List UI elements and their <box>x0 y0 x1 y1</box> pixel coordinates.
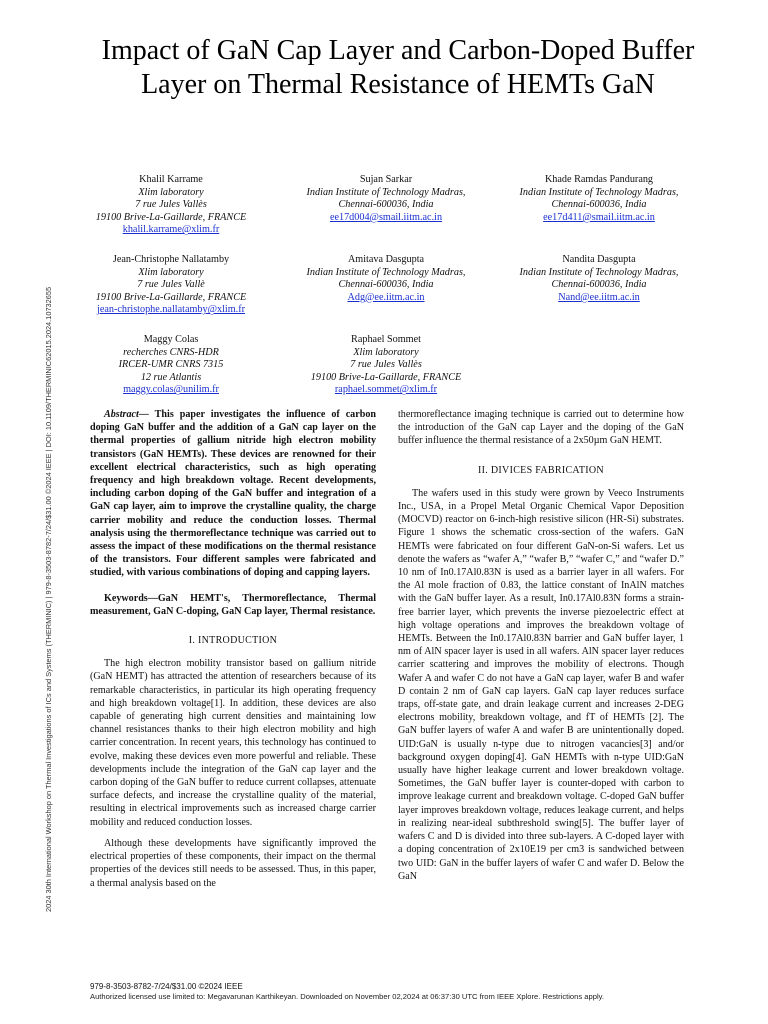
abstract-lead: Abstract— <box>104 409 149 420</box>
author-name: Raphael Sommet <box>351 334 421 345</box>
author-address: Chennai-600036, India <box>551 279 647 291</box>
author-address: 19100 Brive-La-Gaillarde, FRANCE <box>95 211 247 223</box>
author-email[interactable]: ee17d004@smail.iitm.ac.in <box>329 211 443 223</box>
author-affiliation: Xlim laboratory <box>138 186 204 198</box>
author-address: 7 rue Jules Vallès <box>350 359 422 371</box>
author-email[interactable]: khalil.karrame@xlim.fr <box>122 224 220 236</box>
footer-isbn: 979-8-3503-8782-7/24/$31.00 ©2024 IEEE <box>90 982 243 991</box>
author-block <box>271 334 501 397</box>
author-address: 19100 Brive-La-Gaillarde, FRANCE <box>310 371 462 383</box>
author-address: Chennai-600036, India <box>338 279 434 291</box>
author-address: Chennai-600036, India <box>551 199 647 211</box>
author-block <box>484 174 714 224</box>
author-address: 7 rue Jules Vallès <box>135 199 207 211</box>
author-block <box>56 334 286 397</box>
author-address: IRCER-UMR CNRS 7315 <box>118 359 224 371</box>
author-block <box>56 174 286 237</box>
paper-title: Impact of GaN Cap Layer and Carbon-Doped Buffer Layer on Thermal Resistance of HEMTs GaN <box>101 35 695 100</box>
paragraph: The wafers used in this study were grown by Veeco Instruments Inc., USA, in a Propel Metal Organic Chemical Vapor Deposition (MOCVD) reactor on 6-inch-high resistive silicon (HR-Si) substrates. Figure 1 shows the schematic cross-section of the wafers. GaN HEMTs were fabricated on four different GaN-on-Si wafers. Let us denote the wafers as “wafer A,” “wafer B,” “wafer C,” and “wafer D.” 10 nm of In0.17Al0.83N is used as a barrier layer in all wafers. For the Al mole fraction of 0.83, the lattice constant of InAlN matches with the GaN buffer layer. As a result, In0.17Al0.83N forms a strain-free barrier layer, which prevents the inverse piezoelectric effect at high voltage operations and improves the breakdown voltage of HEMTs. Between the In0.17Al0.83N barrier and GaN buffer layer, 1 nm of AlN spacer layer is used in all wafers. AlN spacer layer reduces carrier scattering and improves the mobility of electrons. Though Wafer A and wafer C do not have a GaN cap layer, wafer B and wafer D contain 2 nm of GaN cap layers. GaN cap layer reduces surface traps, off-state gate, and drain leakage current and increases 2-DEG electrons mobility, breakdown voltage, and fT of HEMTs [2]. The GaN buffer layers of wafer A and wafer B are unintentionally doped. UID:GaN is usually n-type due to nitrogen vacancies[3] and/or background oxygen doping[4]. GaN HEMTs with n-type UID:GaN usually have higher leakage current and lower breakdown voltage. Sometimes, the GaN buffer layer is counter-doped with carbon to improve leakage current and breakdown voltage. C-doped GaN buffer layer improves breakdown voltage, reduces leakage current, and helps in realizing near-ideal subthreshold swing[5]. The buffer layer of wafers C and D is divided into three sub-layers. A C-doped layer with a doping concentration of 2x10E19 per cm3 is sandwiched between two UID: GaN in the buffer layers of wafer C and wafer D. Below the GaN <box>398 487 684 882</box>
author-email[interactable]: Nand@ee.iitm.ac.in <box>558 291 640 303</box>
section-heading-fabrication: II. DIVICES FABRICATION <box>478 464 604 476</box>
author-address: 12 rue Atlantis <box>140 371 202 383</box>
author-affiliation: Indian Institute of Technology Madras, <box>306 266 466 278</box>
author-name: Khade Ramdas Pandurang <box>544 174 654 185</box>
author-email[interactable]: maggy.colas@unilim.fr <box>123 384 219 396</box>
right-column <box>398 408 684 883</box>
author-affiliation: Indian Institute of Technology Madras, <box>519 266 679 278</box>
author-block <box>271 254 501 304</box>
paragraph: Although these developments have significantly improved the electrical properties of these components, their impact on the thermal properties of the devices still needs to be assessed. Thus, in this paper, a thermal analysis based on the <box>90 837 376 889</box>
author-block <box>484 254 714 304</box>
author-name: Nandita Dasgupta <box>562 254 636 265</box>
author-block <box>56 254 286 317</box>
author-email[interactable]: raphael.sommet@xlim.fr <box>334 384 438 396</box>
author-affiliation: Xlim laboratory <box>138 266 204 278</box>
doi-sidebar: 2024 30th International Workshop on Thermal Investigations of ICs and Systems (THERMINIC) | 979-8-3503-8782-7/24/$31.00 ©2024 IEEE | DOI: 10.1109/THERMINIC62015.2024.10732655 <box>44 286 53 912</box>
author-address: Chennai-600036, India <box>338 199 434 211</box>
author-name: Khalil Karrame <box>139 174 203 185</box>
left-column <box>90 408 376 890</box>
author-name: Sujan Sarkar <box>359 174 413 185</box>
author-address: 7 rue Jules Vallè <box>137 279 205 291</box>
keywords: Keywords—GaN HEMT's, Thermoreflectance, Thermal measurement, GaN C-doping, GaN Cap layer, Thermal resistance. <box>90 592 376 617</box>
abstract <box>90 408 376 580</box>
author-block <box>271 174 501 224</box>
abstract-body: This paper investigates the influence of carbon doping GaN buffer and the addition of a GaN cap layer on the thermal properties of gallium nitride high electron mobility transistors (GaN HEMTs). These devices are renowned for their excellent electrical characteristics, such as high operating frequency and high breakdown voltage. Recent developments, including carbon doping of the GaN buffer and integration of a GaN cap layer, aim to improve the crystalline quality, the charge carrier mobility and reduce the conduction losses. Thermal analysis using the thermoreflectance technique was carried out to assess the impact of these modifications on the thermal resistance of the transistors. Four different samples were fabricated and studied, with various combinations of doping and capping layers. <box>90 409 376 579</box>
footer-license: Authorized licensed use limited to: Megavarunan Karthikeyan. Downloaded on November 02,2024 at 06:37:30 UTC from IEEE Xplore. Restrictions apply. <box>90 992 604 1001</box>
author-email[interactable]: ee17d411@smail.iitm.ac.in <box>543 211 655 223</box>
author-name: Maggy Colas <box>143 334 199 345</box>
author-affiliation: Indian Institute of Technology Madras, <box>519 186 679 198</box>
author-address: 19100 Brive-La-Gaillarde, FRANCE <box>95 291 247 303</box>
paragraph: The high electron mobility transistor based on gallium nitride (GaN HEMT) has attracted the attention of researchers because of its remarkable characteristics, in particular its high operating frequency and high breakdown voltage[1]. In addition, these devices are also capable of generating high current densities and maintaining low channel resistances thanks to their high electron mobility and high carrier concentration. In recent years, this technology has continued to evolve, making these devices even more powerful and reliable. These developments include the integration of the GaN cap layer and the carbon doping of the GaN buffer to reduce current collapses, attenuate surface defects, and increase the crystalline quality of the material, resulting in electrical improvements such as increased charge carrier mobility and reduced conduction losses. <box>90 658 376 828</box>
author-affiliation: Indian Institute of Technology Madras, <box>306 186 466 198</box>
paragraph: thermoreflectance imaging technique is carried out to determine how the introduction of the GaN cap Layer and the doping of the GaN buffer influence the thermal resistance of a 2x50µm GaN HEMT. <box>398 409 684 447</box>
author-affiliation: Xlim laboratory <box>353 346 419 358</box>
author-email[interactable]: jean-christophe.nallatamby@xlim.fr <box>97 304 245 316</box>
section-heading-introduction: I. INTRODUCTION <box>188 635 278 647</box>
author-email[interactable]: Adg@ee.iitm.ac.in <box>347 291 425 303</box>
author-affiliation: recherches CNRS-HDR <box>123 346 219 358</box>
author-name: Amitava Dasgupta <box>347 254 425 265</box>
author-name: Jean-Christophe Nallatamby <box>112 254 230 265</box>
